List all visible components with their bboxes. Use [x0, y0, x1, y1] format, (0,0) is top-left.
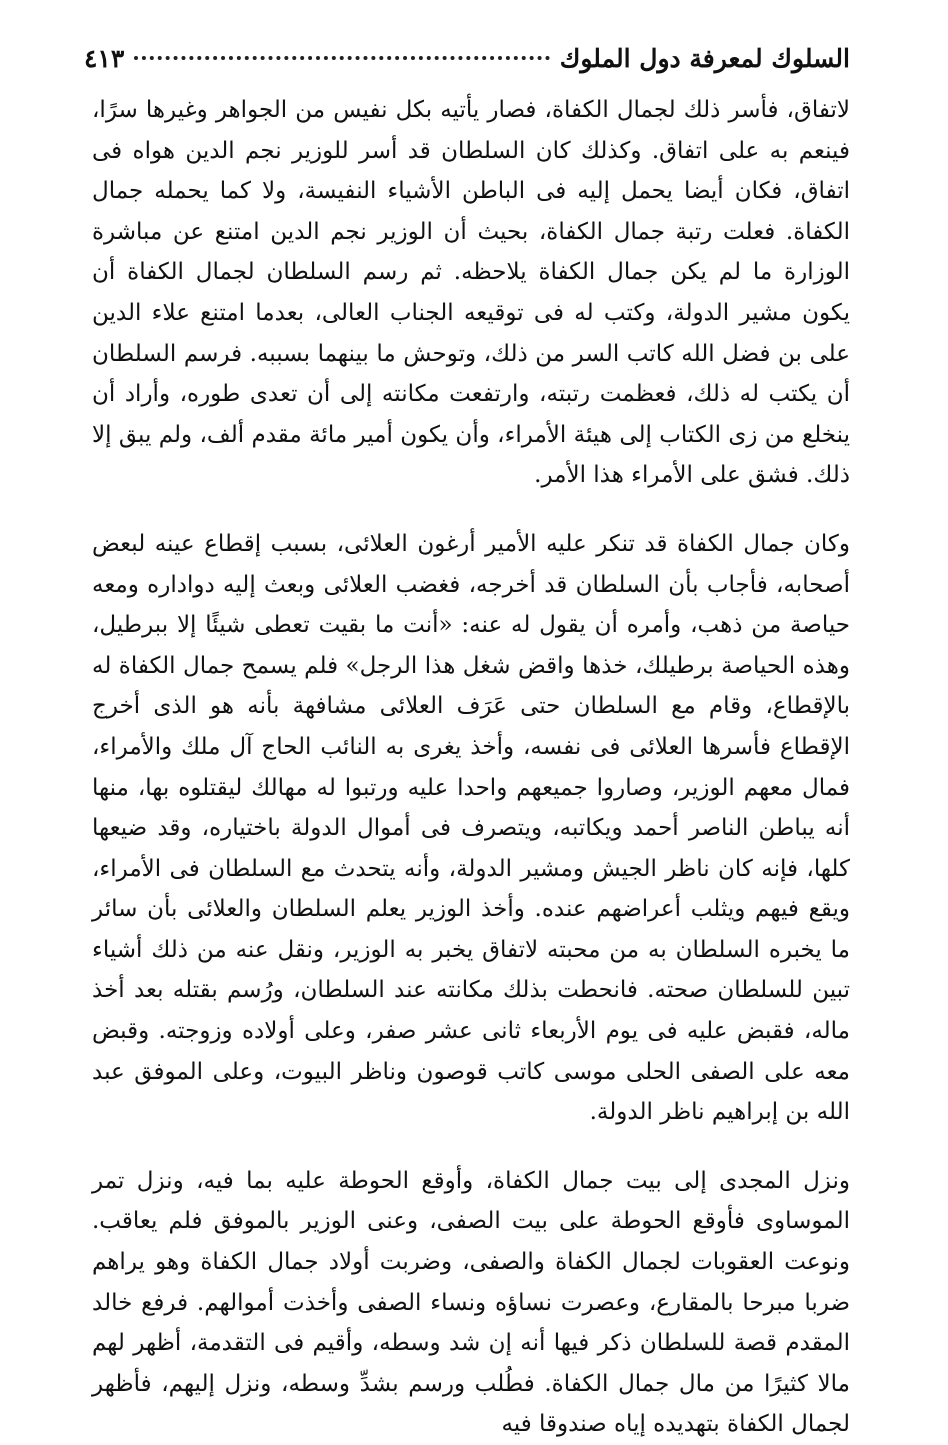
paragraph-1: لاتفاق، فأسر ذلك لجمال الكفاة، فصار يأتيه بكل نفيس من الجواهر وغيرها سرًا، فينعم به على اتفاق. وكذلك كان السلطان قد أسر للوزير نجم الدين هواه فى اتفاق، فكان أيضا يحمل إليه فى الباطن الأشياء النفيسة، ولا كما يحمله جمال الكفاة. فعلت رتبة جمال الكفاة، بحيث أن الوزير نجم الدين امتنع عن مباشرة الوزارة ما لم يكن جمال الكفاة يلاحظه. ثم رسم السلطان لجمال الكفاة أن يكون مشير الدولة، وكتب له فى توقيعه الجناب العالى، بعدما امتنع علاء الدين على بن فضل الله كاتب السر من ذلك، وتوحش ما بينهما بسببه. فرسم السلطان أن يكتب له ذلك، فعظمت رتبته، وارتفعت مكانته إلى أن تعدى طوره، وأراد أن ينخلع من زى الكتاب إلى هيئة الأمراء، وأن يكون أمير مائة مقدم ألف، ولم يبق إلا ذلك. فشق على الأمراء هذا الأمر. [92, 97, 851, 489]
dotted-leader [134, 56, 549, 60]
page-number: ٤١٣ [84, 44, 125, 73]
paragraph-2: وكان جمال الكفاة قد تنكر عليه الأمير أرغون العلائى، بسبب إقطاع عينه لبعض أصحابه، فأجاب بأن السلطان قد أخرجه، فغضب العلائى وبعث إليه دواداره ومعه حياصة من ذهب، وأمره أن يقول له عنه: «أنت ما بقيت تعطى شيئًا إلا ببرطيل، وهذه الحياصة برطيلك، خذها واقض شغل هذا الرجل» فلم يسمح جمال الكفاة له بالإقطاع، وقام مع السلطان حتى عَرَف العلائى مشافهة بأنه هو الذى أخرج الإقطاع فأسرها العلائى فى نفسه، وأخذ يغرى به النائب الحاج آل ملك والأمراء، فمال معهم الوزير، وصاروا جميعهم واحدا عليه ورتبوا له مهالك ليقتلوه بها، منها أنه يباطن الناصر أحمد ويكاتبه، ويتصرف فى أموال الدولة باختياره، وقد ضيعها كلها، فإنه كان ناظر الجيش ومشير الدولة، وأنه يتحدث مع السلطان فى الأمراء، ويقع فيهم ويثلب أعراضهم عنده. وأخذ الوزير يعلم السلطان والعلائى بأن سائر ما يخبره السلطان به من محبته لاتفاق يخبر به الوزير، ونقل عنه من ذلك أشياء تبين للسلطان صحته. فانحطت بذلك مكانته عند السلطان، ورُسم بقتله بعد أخذ ماله، فقبض عليه فى يوم الأربعاء ثانى عشر صفر، وعلى أولاده وزوجته. وقبض معه على الصفى الحلى موسى كاتب قوصون وناظر البيوت، وعلى الموفق عبد الله بن إبراهيم ناظر الدولة. [92, 530, 850, 1126]
running-title: السلوك لمعرفة دول الملوك [559, 44, 850, 73]
page-header [84, 44, 850, 82]
paragraph-3: ونزل المجدى إلى بيت جمال الكفاة، وأوقع الحوطة عليه بما فيه، ونزل تمر الموساوى فأوقع الحوطة على بيت الصفى، وعنى الوزير بالموفق فلم يعاقب. ونوعت العقوبات لجمال الكفاة والصفى، وضربت أولاد جمال الكفاة وهو يراهم ضربا مبرحا بالمقارع، وعصرت نساؤه ونساء الصفى وأخذت أموالهم. فرفع خالد المقدم قصة للسلطان ذكر فيها أنه إن شد وسطه، وأقيم فى التقدمة، أظهر لهم مالا كثيرًا من مال جمال الكفاة. فطُلب ورسم بشدِّ وسطه، ونزل إليهم، فأظهر لجمال الكفاة بتهديده إياه صندوقا فيه [92, 1167, 850, 1438]
body-text [92, 90, 850, 1445]
